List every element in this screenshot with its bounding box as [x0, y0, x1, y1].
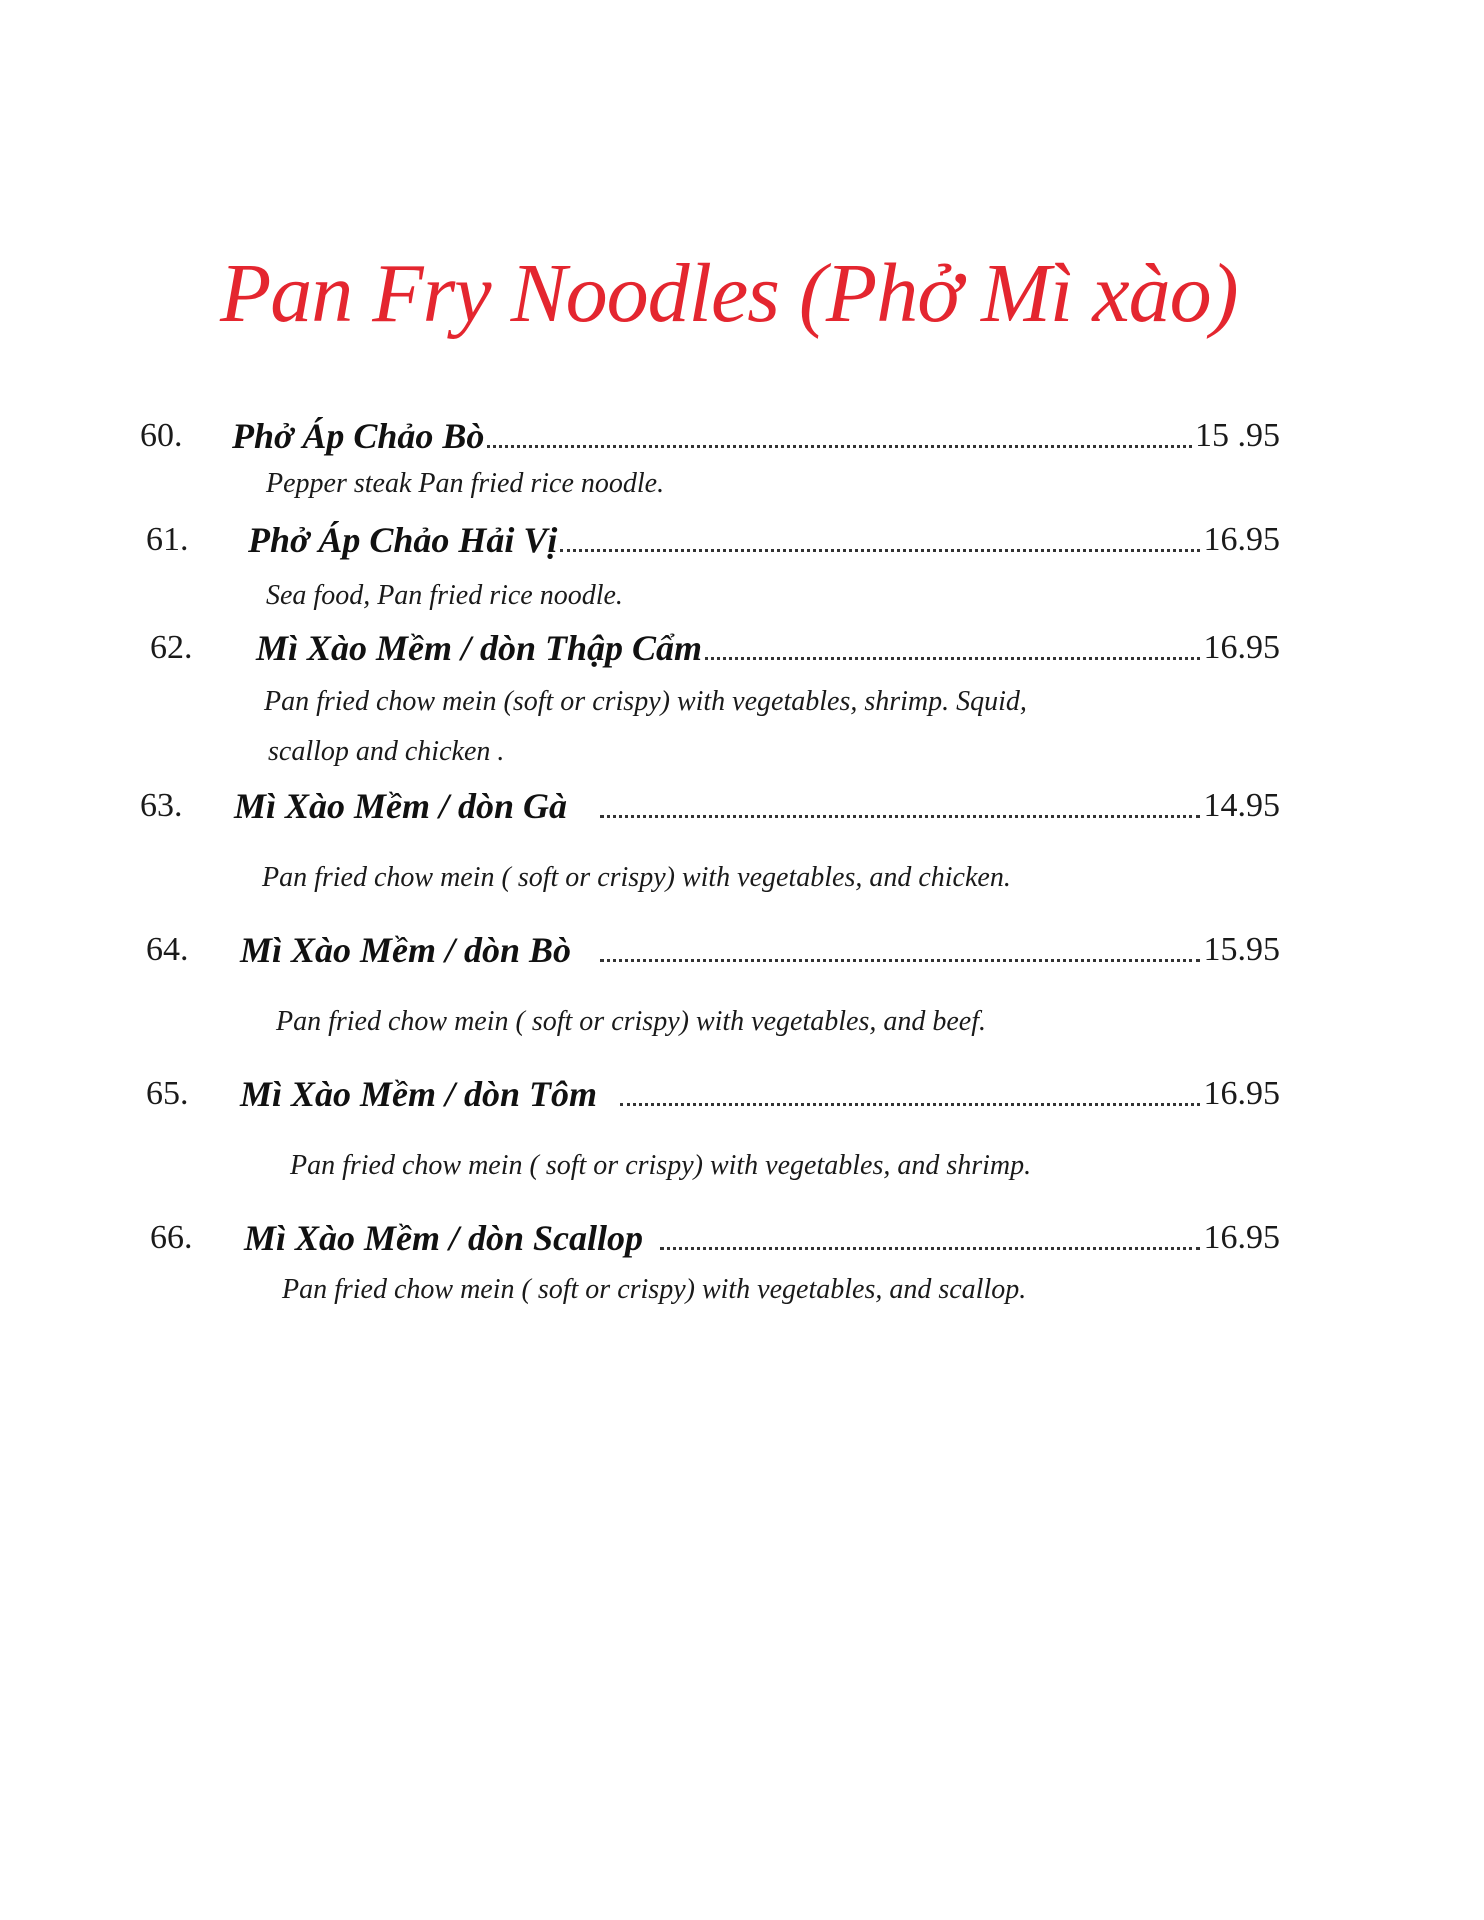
dot-leader	[560, 549, 1200, 552]
item-name: Phở Áp Chảo Hải Vị	[248, 520, 558, 560]
item-number: 66.	[150, 1219, 193, 1256]
item-number: 64.	[146, 931, 189, 968]
item-price: 16.95	[1202, 626, 1281, 670]
item-name: Phở Áp Chảo Bò	[232, 416, 485, 456]
dot-leader	[420, 445, 1200, 448]
item-price: 15.95	[1202, 928, 1281, 972]
item-description: Pan fried chow mein ( soft or crispy) with vegetables, and chicken.	[262, 862, 1011, 893]
item-number: 62.	[150, 629, 193, 666]
menu-item	[0, 1072, 1280, 1116]
item-number: 63.	[140, 787, 183, 824]
menu-item	[0, 518, 1280, 562]
dot-leader	[660, 1247, 1200, 1250]
item-description: Sea food, Pan fried rice noodle.	[266, 580, 623, 611]
item-name: Mì Xào Mềm / dòn Scallop	[244, 1218, 644, 1258]
menu-item	[0, 1216, 1280, 1260]
item-price: 16.95	[1202, 518, 1281, 562]
item-number: 60.	[140, 417, 183, 454]
item-price: 16.95	[1202, 1072, 1281, 1116]
item-price: 14.95	[1202, 784, 1281, 828]
dot-leader	[620, 1103, 1200, 1106]
item-description: Pepper steak Pan fried rice noodle.	[266, 468, 665, 499]
menu-item	[0, 784, 1280, 828]
item-description: Pan fried chow mein ( soft or crispy) with vegetables, and shrimp.	[290, 1150, 1032, 1181]
item-number: 65.	[146, 1075, 189, 1112]
page-title: Pan Fry Noodles (Phở Mì xào)	[220, 247, 1238, 340]
item-name: Mì Xào Mềm / dòn Thập Cẩm	[256, 628, 703, 668]
item-name: Mì Xào Mềm / dòn Bò	[240, 930, 572, 970]
item-number: 61.	[146, 521, 189, 558]
menu-item	[0, 928, 1280, 972]
dot-leader	[600, 959, 1200, 962]
item-description: Pan fried chow mein (soft or crispy) with vegetables, shrimp. Squid,	[264, 686, 1027, 717]
menu-item	[0, 626, 1280, 670]
dot-leader	[700, 657, 1200, 660]
item-description: Pan fried chow mein ( soft or crispy) with vegetables, and beef.	[276, 1006, 986, 1037]
item-price: 15 .95	[1193, 414, 1280, 458]
dot-leader	[600, 815, 1200, 818]
item-description: scallop and chicken .	[268, 736, 505, 767]
item-name: Mì Xào Mềm / dòn Tôm	[240, 1074, 598, 1114]
item-name: Mì Xào Mềm / dòn Gà	[234, 786, 568, 826]
menu-item	[0, 414, 1280, 458]
item-price: 16.95	[1202, 1216, 1281, 1260]
item-description: Pan fried chow mein ( soft or crispy) with vegetables, and scallop.	[282, 1274, 1027, 1305]
